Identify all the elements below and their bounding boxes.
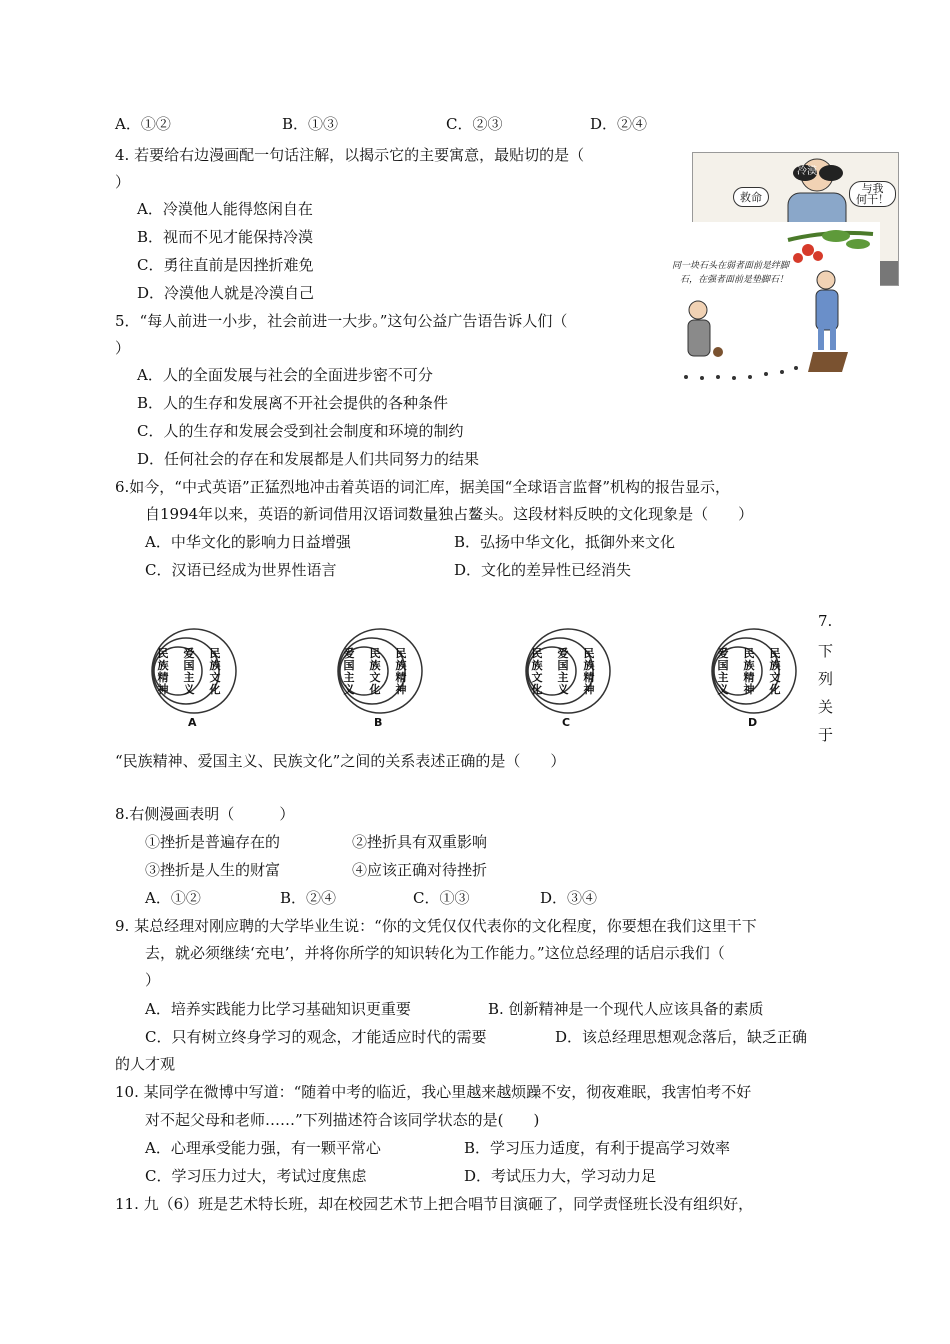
q10-option-b: B．学习压力适度，有利于提高学习效率 [464,1139,731,1157]
q7-diagram-label: 民族精神 [743,647,755,696]
q5-option-c: C．人的生存和发展会受到社会制度和环境的制约 [137,422,464,440]
q7-diagram-letter: D [748,716,758,729]
bubble-line-2: 何干！ [856,193,889,206]
q8-option-b: B．②④ [280,889,337,907]
q7-diagram-label: 民族文化 [531,647,543,696]
q3-option-b: B．①③ [282,115,339,133]
bubble-line-1: 与我 [861,182,884,195]
cartoon-stone-caption-1: 同一块石头在弱者面前是绊脚 [672,261,790,271]
q6-option-b: B．弘扬中华文化，抵御外来文化 [454,533,676,551]
q6-option-d: D．文化的差异性已经消失 [454,561,632,579]
q8-item-3: ③挫折是人生的财富 [145,861,281,879]
q7-diagram-d [704,626,804,736]
q9-option-c: C．只有树立终身学习的观念，才能适应时代的需要 [145,1028,487,1046]
q5-option-a: A．人的全面发展与社会的全面进步密不可分 [137,366,433,384]
q7-diagram-label: 民族文化 [769,647,781,696]
q7-diagram-label: 民族文化 [369,647,381,696]
q4-paren: ） [115,173,131,191]
q4-option-b: B．视而不见才能保持冷漠 [137,228,314,246]
q7-diagram-letter: A [188,716,197,729]
q5-stem: 5．“每人前进一小步，社会前进一大步。”这句公益广告语告诉人们（ [115,312,568,330]
cartoon-bubble-none-of-my-business [849,181,896,207]
q10-line-2: 对不起父母和老师……”下列描述符合该同学状态的是( ) [145,1111,540,1129]
q3-option-d: D．②④ [590,115,648,133]
q9-option-d-cont: 的人才观 [115,1055,176,1073]
q9-line-1: 9. 某总经理对刚应聘的大学毕业生说：“你的文凭仅仅代表你的文化程度，你要想在我们这里干下 [115,917,757,935]
q11-line-1: 11. 九（6）班是艺术特长班，却在校园艺术节上把合唱节目演砸了，同学责怪班长没有组织好， [115,1195,754,1213]
q7-diagram-c [518,626,618,736]
q6-option-a: A．中华文化的影响力日益增强 [145,533,351,551]
q8-stem: 8.右侧漫画表明（ ） [115,805,295,823]
q8-item-2: ②挫折具有双重影响 [352,833,488,851]
q3-option-a: A．①② [115,115,171,133]
q8-option-c: C．①③ [413,889,470,907]
q10-line-1: 10. 某同学在微博中写道：“随着中考的临近，我心里越来越烦躁不安，彻夜难眠，我害怕考不好 [115,1083,752,1101]
q4-option-c: C．勇往直前是因挫折难免 [137,256,314,274]
q6-option-c: C．汉语已经成为世界性语言 [145,561,337,579]
q3-option-c: C．②③ [446,115,503,133]
q7-diagram-label: 爱国主义 [717,647,729,696]
q7-diagram-label: 民族文化 [209,647,221,696]
q4-option-a: A．冷漠他人能得悠闲自在 [137,200,313,218]
q7-diagram-b [330,626,430,736]
q7-vertical-1: 7. [818,612,833,630]
q7-vertical-2: 下 [818,642,834,660]
q4-option-d: D．冷漠他人就是冷漠自己 [137,284,315,302]
q7-vertical-5: 于 [818,726,834,744]
q9-option-b: B. 创新精神是一个现代人应该具备的素质 [488,1000,764,1018]
q6-line-1: 6.如今，“中式英语”正猛烈地冲击着英语的词汇库，据美国“全球语言监督”机构的报告显示， [115,478,730,496]
q9-line-2: 去，就必须继续‘充电’，并将你所学的知识转化为工作能力。”这位总经理的话启示我们（ [145,944,725,962]
q7-diagram-label: 民族精神 [157,647,169,696]
cartoon-glasses-text: 冷漠 [797,166,817,177]
q6-line-2: 自1994年以来，英语的新词借用汉语词数量独占鳌头。这段材料反映的文化现象是（ ） [145,505,754,523]
q7-vertical-3: 列 [818,670,834,688]
q4-stem: 4. 若要给右边漫画配一句话注解，以揭示它的主要寓意，最贴切的是（ [115,146,585,164]
q7-diagram-label: 爱国主义 [183,647,195,696]
q7-diagram-letter: C [562,716,571,729]
q7-diagram-letter: B [374,716,383,729]
q10-option-a: A．心理承受能力强，有一颗平常心 [145,1139,381,1157]
q7-diagram-label: 民族精神 [395,647,407,696]
q5-option-b: B．人的生存和发展离不开社会提供的各种条件 [137,394,449,412]
q10-option-d: D．考试压力大，学习动力足 [464,1167,657,1185]
q7-diagram-a [144,626,244,736]
q5-paren: ） [115,339,131,357]
q7-vertical-4: 关 [818,698,834,716]
q8-option-a: A．①② [145,889,201,907]
cartoon-stone [668,222,880,384]
cartoon-stone-drawing [668,222,880,384]
q7-diagram-label: 爱国主义 [343,647,355,696]
q7-stem-rest: “民族精神、爱国主义、民族文化”之间的关系表述正确的是（ ） [115,752,566,770]
q9-option-d: D．该总经理思想观念落后，缺乏正确 [555,1028,808,1046]
q8-item-4: ④应该正确对待挫折 [352,861,488,879]
cartoon-bubble-help: 救命 [733,187,769,207]
q10-option-c: C．学习压力过大，考试过度焦虑 [145,1167,367,1185]
cartoon-stone-caption-2: 石，在强者面前是垫脚石！ [680,275,789,285]
q8-item-1: ①挫折是普遍存在的 [145,833,281,851]
q7-diagram-label: 爱国主义 [557,647,569,696]
q9-option-a: A．培养实践能力比学习基础知识更重要 [145,1000,411,1018]
q9-line-3: ） [145,971,161,989]
q7-diagram-label: 民族精神 [583,647,595,696]
q8-option-d: D．③④ [540,889,598,907]
q5-option-d: D．任何社会的存在和发展都是人们共同努力的结果 [137,450,480,468]
